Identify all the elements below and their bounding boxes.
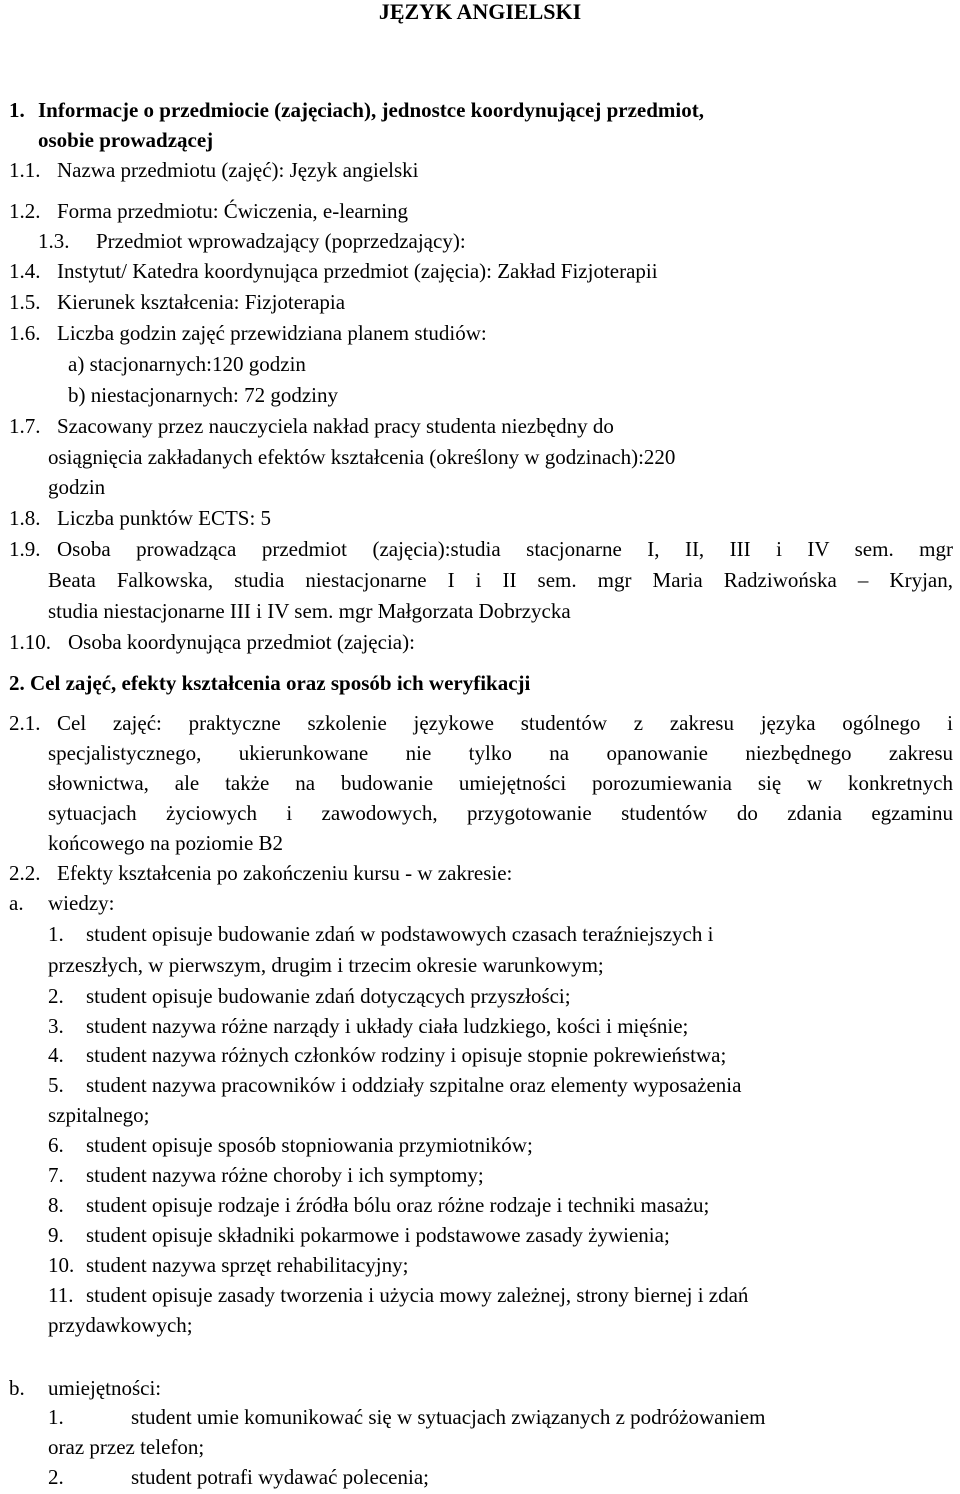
item-1-8-number: 1.8.: [9, 506, 41, 530]
item-1-5-number: 1.5.: [9, 290, 41, 314]
item-1-9-number: 1.9.: [9, 537, 41, 561]
item-1-3-number: 1.3.: [38, 229, 70, 253]
item-1-7-line1: Szacowany przez nauczyciela nakład pracy studenta niezbędny do: [57, 414, 614, 438]
knowledge-4-number: 4.: [48, 1043, 64, 1067]
hours-part-time: b) niestacjonarnych: 72 godziny: [68, 383, 339, 407]
knowledge-10-number: 10.: [48, 1253, 75, 1277]
item-1-8-text: Liczba punktów ECTS: 5: [57, 506, 272, 530]
knowledge-3-number: 3.: [48, 1014, 64, 1038]
knowledge-5-number: 5.: [48, 1073, 64, 1097]
item-1-1-number: 1.1.: [9, 158, 41, 182]
item-1-4-number: 1.4.: [9, 259, 41, 283]
knowledge-9-text: student opisuje składniki pokarmowe i podstawowe zasady żywienia;: [86, 1223, 670, 1247]
item-1-2-text: Forma przedmiotu: Ćwiczenia, e-learning: [57, 199, 409, 223]
knowledge-6-text: student opisuje sposób stopniowania przymiotników;: [86, 1133, 533, 1157]
item-1-9-line1: Osoba prowadząca przedmiot (zajęcia):studia stacjonarne I, II, III i IV sem. mgr: [57, 537, 953, 561]
item-2-1-line1: Cel zajęć: praktyczne szkolenie językowe studentów z zakresu języka ogólnego i: [57, 711, 953, 735]
skills-heading: umiejętności:: [48, 1376, 162, 1400]
knowledge-label: a.: [9, 891, 24, 915]
item-1-10-text: Osoba koordynująca przedmiot (zajęcia):: [68, 630, 415, 654]
item-1-9-line2: Beata Falkowska, studia niestacjonarne I i II sem. mgr Maria Radziwońska – Kryjan,: [48, 568, 953, 592]
item-2-1-number: 2.1.: [9, 711, 41, 735]
item-1-10-number: 1.10.: [9, 630, 51, 654]
item-2-1-line4: sytuacjach życiowych i zawodowych, przygotowanie studentów do zdania egzaminu: [48, 801, 953, 825]
knowledge-1-number: 1.: [48, 922, 64, 946]
item-2-1-line2: specjalistycznego, ukierunkowane nie tylko na opanowanie niezbędnego zakresu: [48, 741, 953, 765]
knowledge-10-text: student nazywa sprzęt rehabilitacyjny;: [86, 1253, 409, 1277]
item-1-7-line2: osiągnięcia zakładanych efektów kształcenia (określony w godzinach):220: [48, 445, 676, 469]
knowledge-7-number: 7.: [48, 1163, 64, 1187]
item-2-1-line5: końcowego na poziomie B2: [48, 831, 284, 855]
knowledge-8-number: 8.: [48, 1193, 64, 1217]
document-title: JĘZYK ANGIELSKI: [378, 0, 582, 24]
item-1-2-number: 1.2.: [9, 199, 41, 223]
item-1-5-text: Kierunek kształcenia: Fizjoterapia: [57, 290, 346, 314]
skills-2-text: student potrafi wydawać polecenia;: [131, 1465, 429, 1489]
knowledge-6-number: 6.: [48, 1133, 64, 1157]
knowledge-2-text: student opisuje budowanie zdań dotyczących przyszłości;: [86, 984, 571, 1008]
knowledge-7-text: student nazywa różne choroby i ich symptomy;: [86, 1163, 484, 1187]
knowledge-1-line2: przeszłych, w pierwszym, drugim i trzecim okresie warunkowym;: [48, 953, 604, 977]
knowledge-8-text: student opisuje rodzaje i źródła bólu oraz różne rodzaje i techniki masażu;: [86, 1193, 710, 1217]
item-1-7-number: 1.7.: [9, 414, 41, 438]
section-2-number: 2.: [9, 671, 25, 695]
knowledge-11-number: 11.: [48, 1283, 74, 1307]
item-1-4-text: Instytut/ Katedra koordynująca przedmiot (zajęcia): Zakład Fizjoterapii: [57, 259, 658, 283]
item-1-9-line3: studia niestacjonarne III i IV sem. mgr Małgorzata Dobrzycka: [48, 599, 571, 623]
knowledge-3-text: student nazywa różne narządy i układy ciała ludzkiego, kości i mięśnie;: [86, 1014, 689, 1038]
hours-stationary: a) stacjonarnych:120 godzin: [68, 352, 306, 376]
section-1-heading-line2: osobie prowadzącej: [38, 128, 214, 152]
item-1-6-text: Liczba godzin zajęć przewidziana planem studiów:: [57, 321, 487, 345]
item-1-7-line3: godzin: [48, 475, 106, 499]
knowledge-5-line1: student nazywa pracowników i oddziały szpitalne oraz elementy wyposażenia: [86, 1073, 742, 1097]
section-1-number: 1.: [9, 98, 25, 122]
item-1-6-number: 1.6.: [9, 321, 41, 345]
skills-1-number: 1.: [48, 1405, 64, 1429]
knowledge-9-number: 9.: [48, 1223, 64, 1247]
item-1-3-text: Przedmiot wprowadzający (poprzedzający):: [96, 229, 466, 253]
skills-label: b.: [9, 1376, 25, 1400]
knowledge-4-text: student nazywa różnych członków rodziny i opisuje stopnie pokrewieństwa;: [86, 1043, 727, 1067]
skills-1-line1: student umie komunikować się w sytuacjach związanych z podróżowaniem: [131, 1405, 766, 1429]
section-2-heading: Cel zajęć, efekty kształcenia oraz sposób ich weryfikacji: [30, 671, 531, 695]
knowledge-heading: wiedzy:: [48, 891, 115, 915]
skills-2-number: 2.: [48, 1465, 64, 1489]
section-1-heading-line1: Informacje o przedmiocie (zajęciach), jednostce koordynującej przedmiot,: [38, 98, 704, 122]
item-2-1-line3: słownictwa, ale także na budowanie umiejętności porozumiewania się w konkretnych: [48, 771, 953, 795]
knowledge-11-line1: student opisuje zasady tworzenia i użycia mowy zależnej, strony biernej i zdań: [86, 1283, 749, 1307]
knowledge-11-line2: przydawkowych;: [48, 1313, 193, 1337]
knowledge-5-line2: szpitalnego;: [48, 1103, 150, 1127]
item-2-2-text: Efekty kształcenia po zakończeniu kursu - w zakresie:: [57, 861, 513, 885]
item-2-2-number: 2.2.: [9, 861, 41, 885]
skills-1-line2: oraz przez telefon;: [48, 1435, 205, 1459]
item-1-1-text: Nazwa przedmiotu (zajęć): Język angielski: [57, 158, 419, 182]
knowledge-1-line1: student opisuje budowanie zdań w podstawowych czasach teraźniejszych i: [86, 922, 714, 946]
knowledge-2-number: 2.: [48, 984, 64, 1008]
